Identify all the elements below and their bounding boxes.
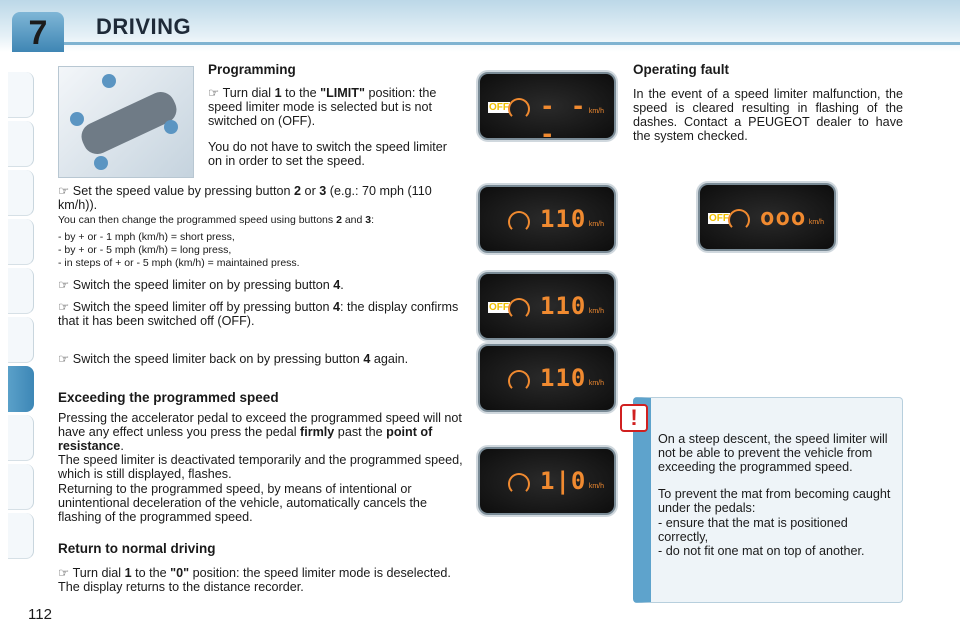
exceeding-paragraph-2: The speed limiter is deactivated temporarily and the programmed speed, which is still displayed, flashes. [58,453,463,481]
fault-text: In the event of a speed limiter malfunction, the speed is cleared resulting in flashing of the dashes. Contact a PEUGEOT dealer to have the system checked. [633,87,903,143]
speed-limiter-lever-image [58,66,194,178]
chapter-tab[interactable] [8,72,34,118]
pointer-icon: ☞ [58,352,70,366]
speedometer-icon [508,370,530,392]
display-value: ooo [760,203,807,231]
chapter-tab[interactable] [8,170,34,216]
fault-title: Operating fault [633,62,730,77]
display-flashing-speed [478,447,616,515]
pointer-icon: ☞ [58,278,70,292]
off-label: OFF [489,302,509,313]
off-label: OFF [489,102,509,113]
display-set-speed [478,185,616,253]
speedometer-icon [508,98,530,120]
pointer-icon: ☞ [208,86,220,100]
return-title: Return to normal driving [58,541,216,556]
programming-step-4: ☞ Switch the speed limiter off by pressing button 4: the display confirms that it has been switched off (OFF). [58,300,459,328]
programming-step-5: ☞ Switch the speed limiter back on by pressing button 4 again. [58,352,409,366]
chapter-tabs [8,72,34,562]
exceeding-title: Exceeding the programmed speed [58,390,279,405]
list-item: - do not fit one mat on top of another. [658,544,865,558]
display-value: 1|0 [540,467,587,495]
programming-step-1: ☞ Turn dial 1 to the "LIMIT" position: the speed limiter mode is selected but is not switched on (OFF). [208,86,437,128]
return-step: ☞ Turn dial 1 to the "0" position: the speed limiter mode is deselected. The display returns to the distance recorder. [58,566,451,594]
chapter-tab[interactable] [8,317,34,363]
display-unit: km/h [588,221,604,228]
warning-bullets [658,516,896,558]
list-item: - by + or - 1 mph (km/h) = short press, [58,231,235,243]
list-item: - ensure that the mat is positioned correctly, [658,516,848,544]
chapter-tab[interactable] [8,415,34,461]
display-value: 110 [540,292,587,320]
programming-step-2: ☞ Set the speed value by pressing button 2 or 3 (e.g.: 70 mph (110 km/h)). [58,184,432,212]
programming-note: You do not have to switch the speed limiter on in order to set the speed. [208,140,447,168]
list-item: - in steps of + or - 5 mph (km/h) = maintained press. [58,257,300,269]
speedometer-icon [508,211,530,233]
programming-title: Programming [208,62,296,77]
page-title: DRIVING [96,14,192,39]
display-value: 110 [540,205,587,233]
chapter-tab[interactable] [8,268,34,314]
programming-bullets [58,231,464,270]
header-divider [64,42,960,45]
display-off-dashes [478,72,616,148]
list-item: - by + or - 5 mph (km/h) = long press, [58,244,232,256]
programming-change: You can then change the programmed speed using buttons 2 and 3: [58,214,375,226]
display-value: 110 [540,364,587,392]
lever-icon [59,67,195,179]
chapter-tab[interactable] [8,464,34,510]
off-label: OFF [709,213,729,224]
speedometer-icon [508,473,530,495]
pointer-icon: ☞ [58,184,70,198]
display-unit: km/h [588,380,604,387]
display-unit: km/h [588,483,604,490]
pointer-icon: ☞ [58,300,70,314]
chapter-tab[interactable] [8,219,34,265]
warning-paragraph-2: To prevent the mat from becoming caught under the pedals: [658,487,891,515]
warning-paragraph-1: On a steep descent, the speed limiter will not be able to prevent the vehicle from exceeding the programmed speed. [658,432,888,474]
page-number: 112 [28,606,52,623]
display-unit: km/h [588,108,604,115]
chapter-number: 7 [12,12,64,52]
display-unit: km/h [588,308,604,315]
display-fault [698,183,836,251]
pointer-icon: ☞ [58,566,70,580]
warning-icon: ! [620,404,648,432]
display-off-speed [478,272,616,340]
exceeding-paragraph-3: Returning to the programmed speed, by means of intentional or unintentional deceleration of the vehicle, automatically cancels the flashing of the programmed speed. [58,482,427,524]
display-unit: km/h [808,219,824,226]
exceeding-paragraph-1: Pressing the accelerator pedal to exceed the programmed speed will not have any effect unless you press the pedal firmly past the point of resistance. [58,411,462,453]
chapter-tab-active[interactable] [8,366,34,412]
speedometer-icon [728,209,750,231]
display-on-speed [478,344,616,412]
programming-step-3: ☞ Switch the speed limiter on by pressing button 4. [58,278,344,292]
chapter-tab[interactable] [8,121,34,167]
display-value: - - - [540,92,587,148]
speedometer-icon [508,298,530,320]
chapter-tab[interactable] [8,513,34,559]
